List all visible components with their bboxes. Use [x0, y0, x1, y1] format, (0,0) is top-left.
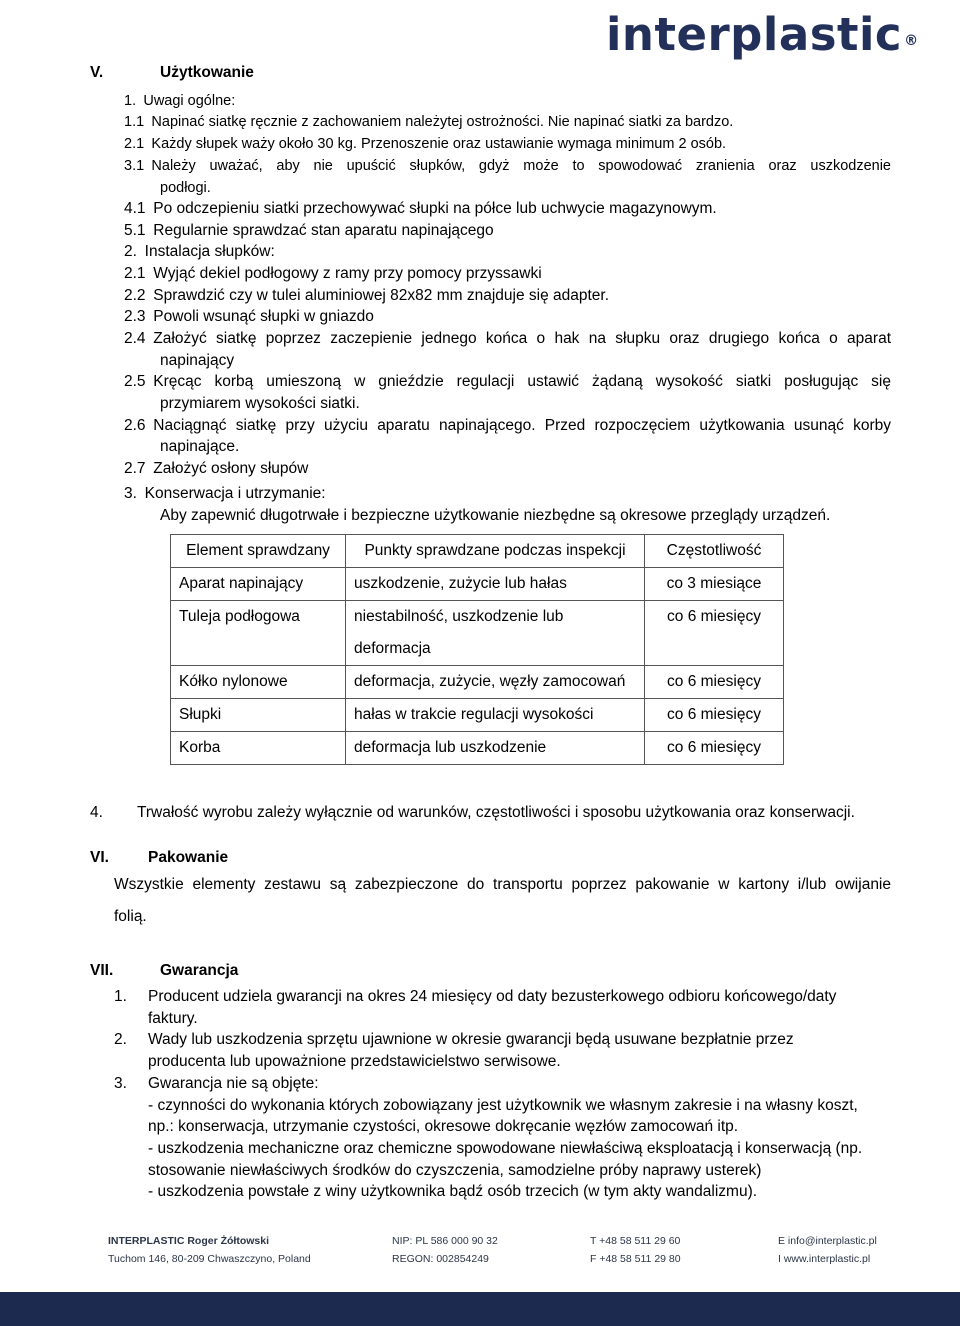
section-7-number: VII.: [90, 962, 114, 979]
footer-fax: F +48 58 511 29 80: [590, 1253, 681, 1265]
table-row: [171, 699, 784, 732]
list-item: 2.6 Naciągnąć siatkę przy użyciu aparatu napinającego. Przed rozpoczęciem użytkowania usunąć korby: [124, 417, 891, 434]
item-4-number: 4.: [90, 804, 103, 821]
list-item: 2.2 Sprawdzić czy w tulei aluminiowej 82x82 mm znajduje się adapter.: [124, 287, 610, 304]
list-item: 2.1 Wyjąć dekiel podłogowy z ramy przy pomocy przyssawki: [124, 265, 542, 282]
table-cell: Aparat napinający: [171, 568, 346, 601]
section-5-title: Użytkowanie: [160, 64, 254, 81]
list-item: 1.1 Napinać siatkę ręcznie z zachowaniem należytej ostrożności. Nie napinać siatki za bardzo.: [124, 114, 734, 130]
list-item: 3. Konserwacja i utrzymanie:: [124, 485, 326, 502]
table-cell: Kółko nylonowe: [171, 666, 346, 699]
table-cell: uszkodzenie, zużycie lub hałas: [346, 568, 645, 601]
footer-bar: [0, 1292, 960, 1326]
list-item: 2. Instalacja słupków:: [124, 243, 275, 260]
footer-phone: T +48 58 511 29 60: [590, 1235, 681, 1247]
list-item-continuation: podłogi.: [160, 180, 211, 196]
footer-phones-block: [590, 1232, 681, 1268]
warranty-item-line: - uszkodzenia mechaniczne oraz chemiczne spowodowane niewłaściwą eksploatacją i konserwacją (np.: [148, 1140, 863, 1157]
warranty-item-line: - uszkodzenia powstałe z winy użytkownika bądź osób trzecich (w tym akty wandalizmu).: [148, 1183, 758, 1200]
footer-company: INTERPLASTIC Roger Żółtowski: [108, 1235, 270, 1247]
logo-registered-mark: ®: [904, 33, 919, 49]
list-item: 2.1 Każdy słupek waży około 30 kg. Przenoszenie oraz ustawianie wymaga minimum 2 osób.: [124, 136, 727, 152]
warranty-item-line: stosowanie niewłaściwych środków do czyszczenia, samodzielne próby naprawy usterek): [148, 1162, 762, 1179]
logo-text: interplastic: [606, 8, 903, 61]
section-6-title: Pakowanie: [148, 849, 229, 866]
inspection-table: [170, 534, 784, 765]
section-7-title: Gwarancja: [160, 962, 239, 979]
list-item: 2.7 Założyć osłony słupów: [124, 460, 309, 477]
footer-regon: REGON: 002854249: [392, 1253, 489, 1265]
table-cell: Słupki: [171, 699, 346, 732]
list-item-continuation: napinające.: [160, 438, 240, 455]
table-cell: deformacja lub uszkodzenie: [346, 732, 645, 765]
list-item-continuation: Aby zapewnić długotrwałe i bezpieczne użytkowanie niezbędne są okresowe przeglądy urządzeń.: [160, 507, 831, 524]
footer-company-block: [108, 1232, 311, 1268]
list-item: 2.4 Założyć siatkę poprzez zaczepienie jednego końca o hak na słupku oraz drugiego końca o aparat: [124, 330, 891, 347]
list-item-continuation: przymiarem wysokości siatki.: [160, 395, 360, 412]
footer-ids-block: [392, 1232, 498, 1268]
warranty-item-line: Producent udziela gwarancji na okres 24 miesięcy od daty bezusterkowego odbioru końcowego/daty: [148, 988, 837, 1005]
table-row: [171, 601, 784, 666]
table-cell: co 6 miesięcy: [645, 732, 784, 765]
table-row: [171, 732, 784, 765]
list-item: 2.5 Kręcąc korbą umieszoną w gnieździe regulacji ustawić żądaną wysokość siatki posługując się: [124, 373, 891, 390]
table-cell: co 6 miesięcy: [645, 601, 784, 666]
warranty-item-line: faktury.: [148, 1010, 198, 1027]
warranty-item-line: Gwarancja nie są objęte:: [148, 1075, 319, 1092]
section-6-text: Wszystkie elementy zestawu są zabezpieczone do transportu poprzez pakowanie w kartony i/lub owijanie: [114, 876, 891, 893]
warranty-item-line: Wady lub uszkodzenia sprzętu ujawnione w okresie gwarancji będą usuwane bezpłatnie przez: [148, 1031, 794, 1048]
list-item: 2.3 Powoli wsunąć słupki w gniazdo: [124, 308, 374, 325]
warranty-item-line: - czynności do wykonania których zobowiązany jest użytkownik we własnym zakresie i na własny koszt,: [148, 1097, 858, 1114]
table-cell: deformacja, zużycie, węzły zamocowań: [346, 666, 645, 699]
table-row: [171, 568, 784, 601]
list-item: 4.1 Po odczepieniu siatki przechowywać słupki na półce lub uchwycie magazynowym.: [124, 200, 717, 217]
list-item-continuation: napinający: [160, 352, 235, 369]
footer-website[interactable]: I www.interplastic.pl: [778, 1253, 871, 1265]
table-header-cell: Punkty sprawdzane podczas inspekcji: [346, 535, 645, 568]
footer-contact-block: [778, 1232, 877, 1268]
section-5-number: V.: [90, 64, 104, 81]
table-header-row: [171, 535, 784, 568]
list-item: 1. Uwagi ogólne:: [124, 93, 236, 109]
table-cell-line: deformacja: [354, 640, 431, 657]
table-cell: co 6 miesięcy: [645, 699, 784, 732]
item-4-text: Trwałość wyrobu zależy wyłącznie od warunków, częstotliwości i sposobu użytkowania oraz konserwacji.: [137, 804, 855, 821]
table-cell: co 6 miesięcy: [645, 666, 784, 699]
table-header-cell: Częstotliwość: [645, 535, 784, 568]
warranty-item-line: producenta lub upoważnione przedstawicielstwo serwisowe.: [148, 1053, 561, 1070]
table-cell: Tuleja podłogowa: [171, 601, 346, 666]
list-item: 5.1 Regularnie sprawdzać stan aparatu napinającego: [124, 222, 494, 239]
table-cell: [346, 601, 645, 666]
company-logo: [606, 10, 919, 60]
table-cell-line: niestabilność, uszkodzenie lub: [354, 608, 564, 625]
table-cell: hałas w trakcie regulacji wysokości: [346, 699, 645, 732]
warranty-item-number: 1.: [114, 988, 127, 1005]
table-cell: Korba: [171, 732, 346, 765]
footer-email[interactable]: E info@interplastic.pl: [778, 1235, 877, 1247]
footer-nip: NIP: PL 586 000 90 32: [392, 1235, 498, 1247]
table-row: [171, 666, 784, 699]
warranty-item-number: 3.: [114, 1075, 127, 1092]
section-6-text-continuation: folią.: [114, 908, 147, 925]
warranty-item-line: np.: konserwacja, utrzymanie czystości, okresowe dokręcanie węzłów zamocowań itp.: [148, 1118, 739, 1135]
table-cell: co 3 miesiące: [645, 568, 784, 601]
table-header-cell: Element sprawdzany: [171, 535, 346, 568]
warranty-item-number: 2.: [114, 1031, 127, 1048]
footer-address: Tuchom 146, 80-209 Chwaszczyno, Poland: [108, 1253, 311, 1265]
list-item: 3.1 Należy uważać, aby nie upuścić słupków, gdyż może to spowodować zranienia oraz uszkodzenie: [124, 158, 891, 174]
section-6-number: VI.: [90, 849, 109, 866]
